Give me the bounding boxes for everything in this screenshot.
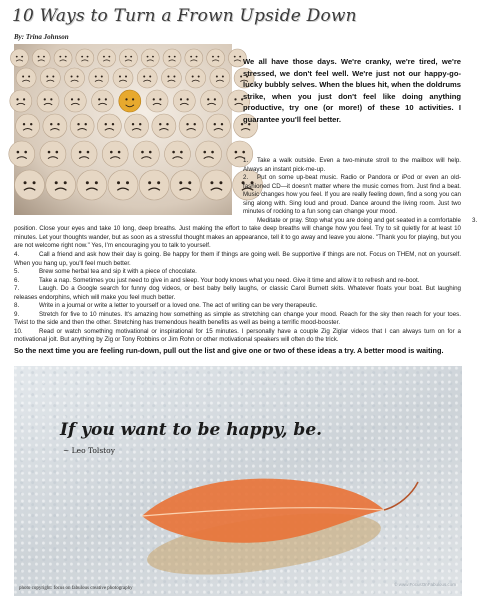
list-item: 10. Read or watch something motivational or inspirational for 15 minutes. I personally have a couple Zig Ziglar videos that I can always turn on for a motivational jolt. But anything by Zig or Tony Robbins or Jim Rohn or other motivational speakers will often do the trick.: [14, 327, 461, 344]
frown-ball-icon: [173, 90, 195, 112]
frown-ball-icon: [113, 68, 133, 88]
frown-ball-icon: [70, 114, 94, 138]
frown-ball-icon: [89, 68, 109, 88]
list-item: 3.Meditate or pray. Stop what you are doing and get seated in a comfortable position. Close your eyes and take 10 long, deep breaths. Just making the effort to take deep breaths will change how you feel. Try to sit quietly for at least 10 minutes. Let your thoughts wander, but as soon as a stressful thought makes an appearance, tell it to go away and leave you alone. "Thank you for playing, but you are not welcome right now." Yes, I'm encouraging you to talk to yourself.: [14, 216, 477, 250]
frown-ball-icon: [206, 114, 230, 138]
closing-paragraph: So the next time you are feeling run-down, pull out the list and give one or two of these ideas a try. A better mood is waiting.: [14, 346, 444, 355]
quote-author: ~ Leo Tolstoy: [63, 446, 115, 455]
list-item: 7. Laugh. Do a Google search for funny dog videos, or best baby belly laughs, or classic Carol Burnett skits. Whatever floats your boat. But laughing releases endorphins, which will make you feel much better.: [14, 285, 461, 301]
intro-paragraph: We all have those days. We're cranky, we're tired, we're stressed, we don't feel well. We're just not our happy-go-lucky bubbly selves. When the blues hit, when the doldrums strike, when you just don't feel like doing anything productive, try one (or more!) of these 10 activities. I guarantee you'll feel better.: [243, 57, 461, 124]
leaf-illustration: [14, 366, 462, 596]
quote-text: If you want to be happy, be.: [60, 420, 323, 440]
frown-ball-icon: [16, 68, 36, 88]
frown-ball-icon: [54, 49, 72, 67]
frown-ball-icon: [152, 114, 176, 138]
frown-ball-icon: [207, 49, 225, 67]
frown-ball-icon: [125, 114, 149, 138]
list-item: 8. Write in a journal or write a letter to yourself or a loved one. The act of writing can be very therapeutic.: [14, 302, 318, 310]
frown-ball-icon: [137, 68, 157, 88]
leaf-stem-icon: [384, 482, 418, 510]
frown-ball-icon: [92, 90, 114, 112]
frown-ball-icon: [43, 114, 67, 138]
watermark: © www.FocusOnFabulous.com: [394, 582, 456, 587]
frown-ball-icon: [185, 49, 203, 67]
frown-ball-icon: [179, 114, 203, 138]
smiley-ball-icon: [119, 90, 141, 112]
frown-ball-icon: [201, 90, 223, 112]
frown-ball-icon: [10, 49, 28, 67]
frown-ball-icon: [119, 49, 137, 67]
list-item: 4. Call a friend and ask how their day is going. Be happy for them if things are going well. Be supportive if things are not. Focus on THEM, not on yourself. When you hang up, you'll feel much better.: [14, 251, 461, 267]
frown-ball-icon: [40, 68, 60, 88]
frown-ball-icon: [161, 68, 181, 88]
frown-ball-icon: [64, 90, 86, 112]
list-item: 1. Take a walk outside. Even a two-minute stroll to the mailbox will help. Always an instant pick-me-up.: [243, 157, 461, 173]
list-item: 6. Take a nap. Sometimes you just need to give in and sleep. Your body knows what you need. Give it time and allow it to refresh and re-boot.: [14, 276, 420, 284]
frown-ball-icon: [146, 90, 168, 112]
activities-list: [14, 157, 477, 345]
article-title: 10 Ways to Turn a Frown Upside Down: [12, 6, 357, 26]
frown-ball-icon: [98, 49, 116, 67]
frown-ball-icon: [210, 68, 230, 88]
frown-ball-icon: [37, 90, 59, 112]
list-item: 5. Brew some herbal tea and sip it with a piece of chocolate.: [14, 268, 197, 276]
frown-ball-icon: [32, 49, 50, 67]
frown-ball-icon: [65, 68, 85, 88]
author-byline: By: Trina Johnson: [14, 33, 69, 41]
list-item: 9. Stretch for five to 10 minutes. It's amazing how something as simple as stretching can change your mood. Reach for the sky then reach for your toes. Twist to the side and then the other. Stretching has tremendous health benefits as well as being a terrific mood-booster.: [14, 310, 461, 327]
frown-ball-icon: [186, 68, 206, 88]
frown-ball-icon: [76, 49, 94, 67]
photo-credit: photo copyright: focus on fabulous creative photography: [19, 586, 133, 591]
quote-photo: [14, 366, 462, 596]
frown-ball-icon: [16, 114, 40, 138]
frown-ball-icon: [10, 90, 32, 112]
frown-ball-icon: [97, 114, 121, 138]
frown-ball-icon: [141, 49, 159, 67]
list-item: 2. Put on some up-beat music. Radio or Pandora or iPod or even an old-fashioned CD—it doesn't matter where the music comes from. Just find a beat. Music changes how you feel. If you are really feeling down, find a song you can sing along with. Sing loud and proud. Dance around the living room. Just two minutes of rocking to a fun song can change your mood.: [243, 174, 461, 216]
frown-ball-icon: [163, 49, 181, 67]
